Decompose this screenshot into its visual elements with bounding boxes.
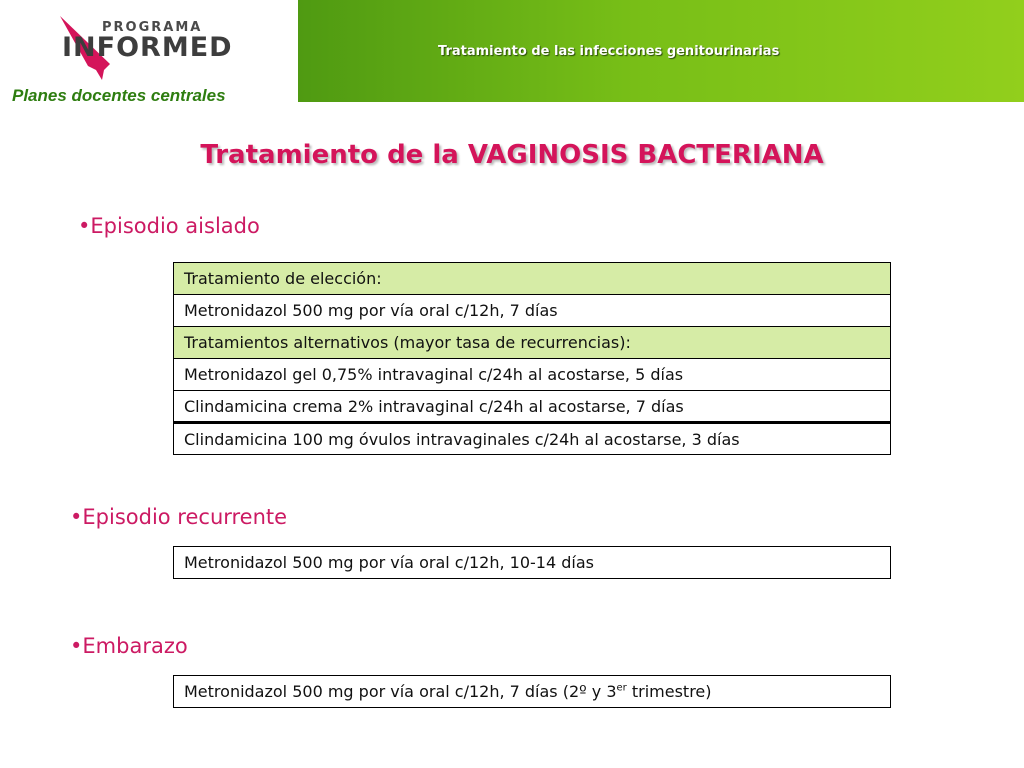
subtitle: Planes docentes centrales bbox=[12, 86, 226, 105]
table-cell-header: Tratamientos alternativos (mayor tasa de recurrencias): bbox=[174, 327, 891, 359]
table-cell bbox=[174, 676, 891, 708]
table-cell: Clindamicina crema 2% intravaginal c/24h al acostarse, 7 días bbox=[174, 391, 891, 423]
informed-logo bbox=[58, 14, 248, 80]
page-title: Tratamiento de la VAGINOSIS BACTERIANA bbox=[200, 140, 824, 170]
ordinal-superscript: er bbox=[616, 682, 627, 694]
table-row bbox=[174, 327, 891, 359]
section-heading-text: Episodio aislado bbox=[90, 214, 260, 238]
banner-title: Tratamiento de las infecciones genitourinarias bbox=[438, 44, 780, 59]
bullet: • bbox=[70, 634, 83, 658]
table-row bbox=[174, 391, 891, 423]
table-cell: Metronidazol 500 mg por vía oral c/12h, 7 días bbox=[174, 295, 891, 327]
table-cell: Metronidazol 500 mg por vía oral c/12h, 10-14 días bbox=[174, 547, 891, 579]
table-row bbox=[174, 295, 891, 327]
cell-text-tail: trimestre) bbox=[626, 682, 712, 701]
section-heading-text: Episodio recurrente bbox=[82, 505, 288, 529]
table-row bbox=[174, 547, 891, 579]
header-logo-area bbox=[0, 0, 298, 105]
section-heading-aislado bbox=[78, 214, 260, 238]
logo-main-text: INFORMED bbox=[62, 32, 233, 63]
treatment-table-recurrente bbox=[173, 546, 891, 579]
section-heading-text: Embarazo bbox=[82, 634, 188, 658]
section-heading-recurrente bbox=[70, 505, 287, 529]
table-row bbox=[174, 263, 891, 295]
table-cell: Clindamicina 100 mg óvulos intravaginales c/24h al acostarse, 3 días bbox=[174, 423, 891, 455]
bullet: • bbox=[78, 214, 91, 238]
treatment-table-embarazo bbox=[173, 675, 891, 708]
bullet: • bbox=[70, 505, 83, 529]
table-row bbox=[174, 676, 891, 708]
logo-top-text: PROGRAMA bbox=[102, 20, 203, 35]
section-heading-embarazo bbox=[70, 634, 188, 658]
table-cell: Metronidazol gel 0,75% intravaginal c/24h al acostarse, 5 días bbox=[174, 359, 891, 391]
table-row bbox=[174, 423, 891, 455]
table-cell-header: Tratamiento de elección: bbox=[174, 263, 891, 295]
cell-text: Metronidazol 500 mg por vía oral c/12h, 7 días (2º y 3 bbox=[184, 682, 617, 701]
header-banner bbox=[298, 0, 1024, 102]
treatment-table-aislado bbox=[173, 262, 891, 455]
table-row bbox=[174, 359, 891, 391]
